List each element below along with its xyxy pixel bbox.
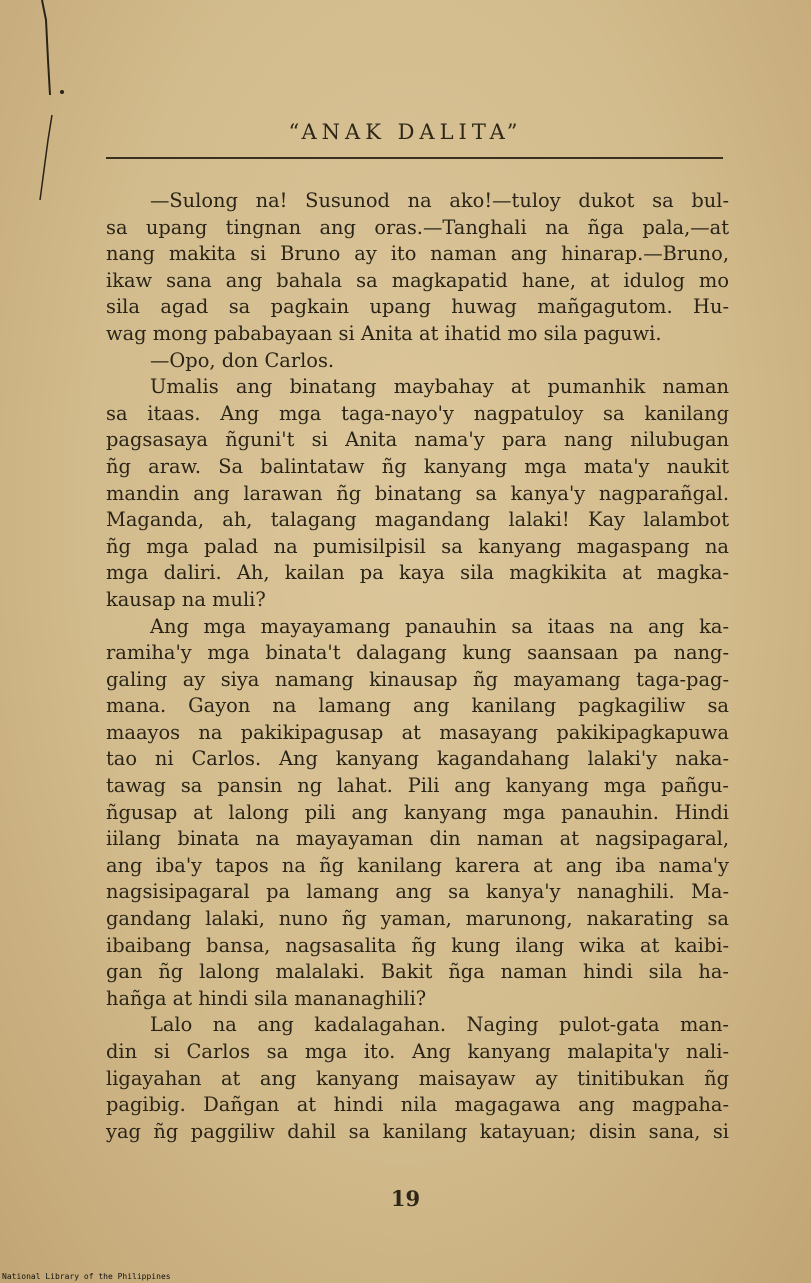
text-line: ñg araw. Sa balintataw ñg kanyang mga mata'y naukit xyxy=(106,454,729,478)
text-line: sa itaas. Ang mga taga-nayo'y nagpatuloy sa kanilang xyxy=(106,401,729,425)
text-line: mana. Gayon na lamang ang kanilang pagkagiliw sa xyxy=(106,694,729,718)
footer-credit: National Library of the Philippines xyxy=(2,1272,171,1281)
text-line: sila agad sa pagkain upang huwag mañgagutom. Hu- xyxy=(106,295,729,319)
text-line: sa upang tingnan ang oras.—Tanghali na ñga pala,—at xyxy=(106,215,729,239)
text-line: ligayahan at ang kanyang maisayaw ay tinitibukan ñg xyxy=(106,1066,729,1090)
text-line: pagsasaya ñguni't si Anita nama'y para nang nilubugan xyxy=(106,428,729,452)
text-line: hañga at hindi sila mananaghili? xyxy=(106,986,427,1010)
header-rule xyxy=(106,157,723,159)
text-line: ang iba'y tapos na ñg kanilang karera at ang iba nama'y xyxy=(106,853,729,877)
text-line: mandin ang larawan ñg binatang sa kanya'y nagparañgal. xyxy=(106,481,729,505)
text-line: iilang binata na mayayaman din naman at nagsipagaral, xyxy=(106,827,729,851)
text-line: maayos na pakikipagusap at masayang pakikipagkapuwa xyxy=(106,720,729,744)
text-line: gan ñg lalong malalaki. Bakit ñga naman hindi sila ha- xyxy=(106,960,729,984)
text-line: din si Carlos sa mga ito. Ang kanyang malapita'y nali- xyxy=(106,1040,729,1063)
body-text xyxy=(106,188,729,1145)
text-line: nagsisipagaral pa lamang ang sa kanya'y nanaghili. Ma- xyxy=(106,880,729,904)
running-head: “ANAK DALITA” xyxy=(288,120,523,144)
text-line: Lalo na ang kadalagahan. Naging pulot-gata man- xyxy=(150,1013,729,1037)
text-line: nang makita si Bruno ay ito naman ang hinarap.—Bruno, xyxy=(106,242,729,266)
text-line: tao ni Carlos. Ang kanyang kagandahang lalaki'y naka- xyxy=(106,747,729,771)
text-line: ñg mga palad na pumisilpisil sa kanyang magaspang na xyxy=(106,534,729,558)
text-line: yag ñg paggiliw dahil sa kanilang katayuan; disin sana, si xyxy=(106,1119,729,1143)
page-number: 19 xyxy=(390,1186,421,1211)
text-line: Maganda, ah, talagang magandang lalaki! Kay lalambot xyxy=(106,508,729,532)
text-line: kausap na muli? xyxy=(106,587,266,611)
text-line: ramiha'y mga binata't dalagang kung saansaan pa nang- xyxy=(106,641,729,665)
text-line: ñgusap at lalong pili ang kanyang mga panauhin. Hindi xyxy=(106,800,729,824)
text-line: gandang lalaki, nuno ñg yaman, marunong, nakarating sa xyxy=(106,907,729,931)
text-line: —Sulong na! Susunod na ako!—tuloy dukot sa bul- xyxy=(150,189,729,212)
text-line: mga daliri. Ah, kailan pa kaya sila magkikita at magka- xyxy=(106,561,729,585)
text-line: Ang mga mayayamang panauhin sa itaas na ang ka- xyxy=(150,614,729,638)
text-line: ikaw sana ang bahala sa magkapatid hane, at idulog mo xyxy=(106,268,729,292)
text-line: tawag sa pansin ng lahat. Pili ang kanyang mga pañgu- xyxy=(106,774,729,798)
text-line: Umalis ang binatang maybahay at pumanhik naman xyxy=(150,375,729,399)
text-line: pagibig. Dañgan at hindi nila magagawa ang magpaha- xyxy=(106,1093,729,1117)
text-line: galing ay siya namang kinausap ñg mayamang taga-pag- xyxy=(106,667,729,691)
binding-edge-marks xyxy=(28,0,68,230)
text-line: ibaibang bansa, nagsasalita ñg kung ilang wika at kaibi- xyxy=(106,933,729,957)
text-line: —Opo, don Carlos. xyxy=(150,348,335,372)
text-line: wag mong pababayaan si Anita at ihatid mo sila paguwi. xyxy=(106,321,662,345)
